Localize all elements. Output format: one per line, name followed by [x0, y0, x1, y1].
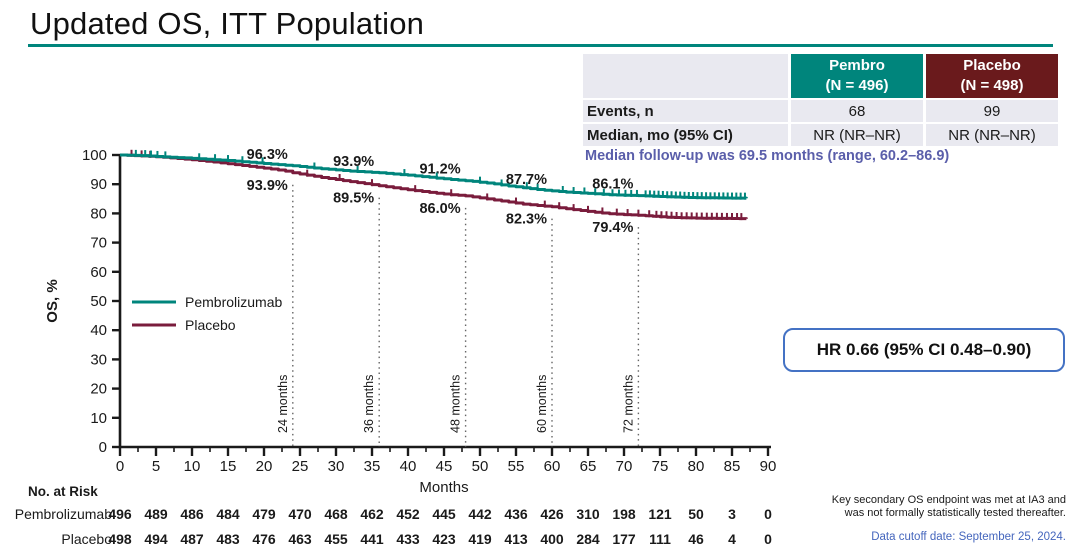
svg-text:10: 10: [183, 458, 201, 475]
svg-text:24 months: 24 months: [275, 374, 290, 433]
summary-table-header-pembro: [791, 54, 923, 98]
svg-text:75: 75: [651, 458, 669, 475]
svg-text:70: 70: [615, 458, 633, 475]
svg-text:82.3%: 82.3%: [505, 211, 547, 228]
svg-text:489: 489: [144, 506, 168, 522]
hazard-ratio-text: HR 0.66 (95% CI 0.48–0.90): [816, 340, 1032, 359]
pembro-arm-name: Pembro: [829, 57, 885, 74]
svg-text:468: 468: [324, 506, 348, 522]
svg-text:486: 486: [180, 506, 204, 522]
svg-text:462: 462: [360, 506, 384, 522]
svg-text:0: 0: [98, 439, 107, 456]
svg-text:20: 20: [255, 458, 273, 475]
svg-text:0: 0: [764, 531, 772, 547]
svg-text:452: 452: [396, 506, 420, 522]
svg-text:5: 5: [151, 458, 161, 475]
svg-text:484: 484: [216, 506, 240, 522]
svg-text:4: 4: [728, 531, 736, 547]
svg-text:436: 436: [504, 506, 528, 522]
events-row-label: Events, n: [583, 100, 788, 122]
svg-text:111: 111: [649, 531, 671, 547]
key-secondary-footnote-line2: was not formally statistically tested thereafter.: [844, 507, 1066, 519]
svg-text:Months: Months: [419, 479, 469, 496]
svg-text:96.3%: 96.3%: [246, 146, 288, 163]
svg-text:494: 494: [144, 531, 168, 547]
svg-text:463: 463: [288, 531, 312, 547]
median-row-label: Median, mo (95% CI): [583, 124, 788, 146]
svg-text:445: 445: [432, 506, 456, 522]
svg-text:40: 40: [90, 322, 107, 340]
svg-text:30: 30: [327, 458, 345, 475]
svg-text:25: 25: [291, 458, 309, 475]
svg-text:483: 483: [216, 531, 240, 547]
svg-text:Placebo: Placebo: [185, 317, 236, 333]
svg-text:476: 476: [252, 531, 276, 547]
hazard-ratio-box: [783, 328, 1065, 372]
median-followup-note: Median follow-up was 69.5 months (range, 60.2–86.9): [585, 148, 950, 164]
summary-table-corner-cell: [583, 54, 788, 98]
svg-text:60: 60: [90, 263, 107, 281]
key-secondary-footnote: [620, 494, 1066, 520]
svg-text:35: 35: [363, 458, 381, 475]
svg-text:85: 85: [723, 458, 741, 475]
svg-text:93.9%: 93.9%: [333, 153, 375, 170]
svg-text:479: 479: [252, 506, 276, 522]
svg-text:55: 55: [507, 458, 525, 475]
svg-text:20: 20: [90, 380, 107, 398]
svg-text:441: 441: [360, 531, 384, 547]
svg-text:423: 423: [432, 531, 456, 547]
svg-text:284: 284: [576, 531, 600, 547]
svg-text:90: 90: [90, 176, 107, 194]
svg-text:50: 50: [90, 293, 107, 310]
svg-text:48 months: 48 months: [448, 374, 463, 433]
svg-text:455: 455: [324, 531, 348, 547]
svg-text:70: 70: [90, 234, 107, 252]
data-cutoff-note: Data cutoff date: September 25, 2024.: [871, 531, 1066, 543]
svg-text:60: 60: [543, 458, 561, 475]
svg-text:80: 80: [687, 458, 705, 475]
svg-text:Pembrolizumab: Pembrolizumab: [14, 506, 112, 522]
median-placebo-value: NR (NR–NR): [926, 124, 1058, 146]
svg-text:72 months: 72 months: [621, 374, 636, 433]
svg-text:442: 442: [468, 506, 492, 522]
svg-text:89.5%: 89.5%: [333, 190, 375, 207]
svg-text:Placebo: Placebo: [61, 531, 112, 547]
svg-text:No. at Risk: No. at Risk: [28, 484, 98, 499]
svg-text:30: 30: [90, 351, 107, 369]
svg-text:177: 177: [612, 531, 636, 547]
svg-text:80: 80: [90, 205, 107, 223]
placebo-arm-name: Placebo: [963, 57, 1021, 74]
events-pembro-value: 68: [791, 100, 923, 122]
svg-text:86.1%: 86.1%: [592, 176, 634, 193]
svg-text:470: 470: [288, 506, 312, 522]
svg-text:498: 498: [108, 531, 132, 547]
svg-text:433: 433: [396, 531, 420, 547]
svg-text:10: 10: [90, 409, 107, 427]
svg-text:87.7%: 87.7%: [505, 171, 547, 188]
svg-text:60 months: 60 months: [535, 374, 549, 433]
svg-text:36 months: 36 months: [362, 374, 377, 433]
svg-text:100: 100: [81, 147, 107, 164]
svg-text:91.2%: 91.2%: [419, 161, 461, 178]
svg-text:121: 121: [648, 506, 672, 522]
svg-text:93.9%: 93.9%: [246, 177, 288, 194]
events-placebo-value: 99: [926, 100, 1058, 122]
summary-table-header-placebo: [926, 54, 1058, 98]
km-chart: [0, 130, 800, 556]
svg-text:15: 15: [219, 458, 237, 475]
svg-text:400: 400: [540, 531, 564, 547]
svg-text:198: 198: [612, 506, 636, 522]
title-underline: [28, 44, 1053, 47]
svg-text:0: 0: [115, 458, 125, 475]
svg-text:3: 3: [728, 506, 736, 522]
svg-text:310: 310: [576, 506, 600, 522]
svg-text:413: 413: [504, 531, 528, 547]
svg-text:Pembrolizumab: Pembrolizumab: [185, 294, 283, 310]
svg-text:79.4%: 79.4%: [592, 220, 634, 237]
svg-text:426: 426: [540, 506, 564, 522]
svg-text:OS, %: OS, %: [44, 279, 61, 323]
svg-text:46: 46: [688, 531, 704, 547]
svg-text:45: 45: [435, 458, 453, 475]
key-secondary-footnote-line1: Key secondary OS endpoint was met at IA3 and: [831, 494, 1066, 506]
svg-text:496: 496: [108, 506, 132, 522]
median-pembro-value: NR (NR–NR): [791, 124, 923, 146]
placebo-arm-n: (N = 498): [960, 77, 1024, 94]
svg-text:40: 40: [399, 458, 417, 475]
svg-text:65: 65: [579, 458, 597, 475]
svg-text:90: 90: [759, 458, 777, 475]
svg-text:50: 50: [471, 458, 489, 475]
pembro-arm-n: (N = 496): [825, 77, 889, 94]
svg-text:0: 0: [764, 506, 772, 522]
svg-text:487: 487: [180, 531, 204, 547]
page-title: Updated OS, ITT Population: [30, 6, 425, 41]
svg-text:50: 50: [688, 506, 704, 522]
svg-text:419: 419: [468, 531, 492, 547]
svg-text:86.0%: 86.0%: [419, 200, 461, 217]
